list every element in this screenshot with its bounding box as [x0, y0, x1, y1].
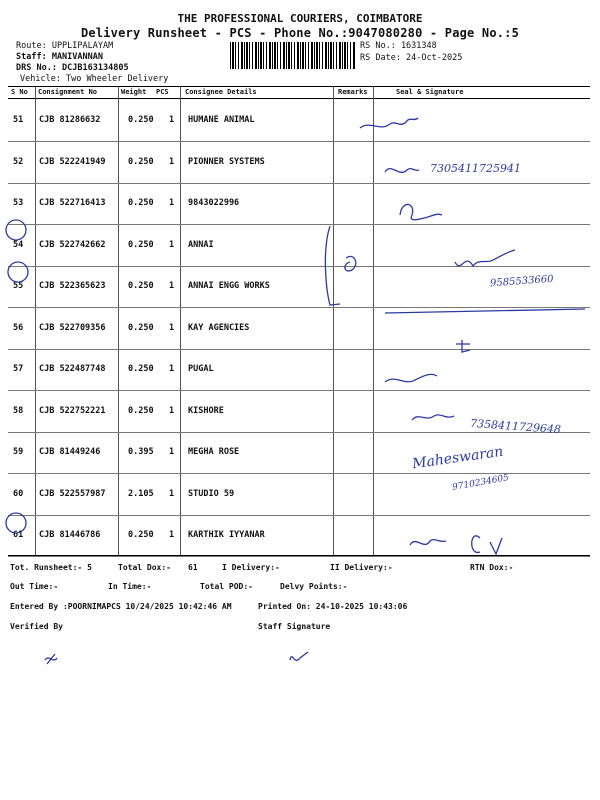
- cell-sno: 60: [13, 488, 24, 499]
- cell-weight: 0.250: [128, 364, 154, 374]
- cell-weight: 0.250: [128, 115, 154, 125]
- cell-sno: 57: [13, 364, 24, 374]
- i-delivery: I Delivery:-: [222, 563, 280, 572]
- cell-consignment: CJB 81449246: [39, 447, 101, 457]
- cell-pcs: 1: [169, 281, 175, 291]
- cell-pcs: 1: [169, 405, 175, 416]
- staff-signature-mark: [290, 652, 308, 660]
- cell-consignee: STUDIO 59: [188, 488, 235, 499]
- cell-sno: 56: [13, 322, 24, 333]
- cell-consignment: CJB 522487748: [39, 364, 106, 374]
- table-row: [8, 225, 590, 267]
- delvy-points: Delvy Points:-: [280, 582, 348, 591]
- table-header: [8, 87, 590, 99]
- cell-pcs: 1: [169, 156, 175, 167]
- entered-by: Entered By :POORNIMAPCS 10/24/2025 10:42:46 AM: [10, 602, 232, 611]
- cell-sno: 58: [13, 405, 24, 416]
- out-time: Out Time:-: [10, 582, 59, 591]
- rs-number: RS No.: 1631348: [360, 41, 437, 51]
- cell-consignment: CJB 522752221: [39, 405, 106, 416]
- vehicle-label: Vehicle: Two Wheeler Delivery: [20, 74, 169, 84]
- handwritten-phone-52: 7305411725941: [430, 162, 521, 175]
- staff-signature: Staff Signature: [258, 622, 331, 631]
- table-row: [8, 349, 590, 391]
- rs-date: RS Date: 24-Oct-2025: [360, 53, 463, 63]
- cell-consignment: CJB 522742662: [39, 239, 106, 250]
- cell-pcs: 1: [169, 322, 175, 333]
- cell-sno: 51: [13, 115, 24, 125]
- col-weight: Weight: [121, 88, 147, 96]
- cell-pcs: 1: [169, 239, 175, 250]
- company-title: THE PROFESSIONAL COURIERS, COIMBATORE: [177, 12, 423, 25]
- handwritten-phone-55: 9585533660: [489, 273, 554, 290]
- cell-consignee: ANNAI ENGG WORKS: [188, 281, 270, 291]
- cell-sno: 52: [13, 156, 24, 167]
- cell-consignee: KARTHIK IYYANAR: [188, 530, 265, 540]
- cell-consignment: CJB 522716413: [39, 198, 106, 208]
- col-seal: Seal & Signature: [396, 88, 464, 96]
- cell-consignee: MEGHA ROSE: [188, 447, 240, 457]
- cell-sno: 54: [13, 239, 24, 250]
- handwritten-name-59: Maheswaran: [411, 443, 505, 473]
- cell-sno: 59: [13, 447, 24, 457]
- cell-pcs: 1: [169, 364, 175, 374]
- rtn-dox: RTN Dox:-: [470, 563, 514, 572]
- cell-weight: 0.250: [128, 239, 154, 250]
- cell-sno: 55: [13, 281, 24, 291]
- cell-weight: 0.250: [128, 198, 154, 208]
- runsheet-table: [8, 86, 590, 556]
- col-pcs: PCS: [156, 88, 169, 96]
- cell-pcs: 1: [169, 115, 175, 125]
- total-dox-label: Total Dox:-: [118, 563, 171, 572]
- cell-consignment: CJB 522365623: [39, 281, 106, 291]
- verified-by: Verified By: [10, 622, 63, 631]
- cell-consignee: ANNAI: [188, 239, 214, 250]
- cell-consignment: CJB 81286632: [39, 115, 101, 125]
- cell-pcs: 1: [169, 198, 175, 208]
- cell-consignment: CJB 522557987: [39, 488, 106, 499]
- cell-consignment: CJB 522241949: [39, 156, 106, 167]
- total-dox-value: 61: [188, 563, 198, 572]
- cell-consignment: CJB 81446786: [39, 530, 101, 540]
- cell-weight: 2.105: [128, 488, 154, 499]
- cell-pcs: 1: [169, 488, 175, 499]
- table-row: [8, 308, 590, 350]
- cell-consignee: HUMANE ANIMAL: [188, 115, 255, 125]
- tot-runsheet: Tot. Runsheet:- 5: [10, 563, 92, 572]
- printed-on: Printed On: 24-10-2025 10:43:06: [258, 602, 408, 611]
- col-consignee: Consignee Details: [185, 88, 257, 96]
- handwritten-phone-60: 9710234605: [451, 473, 510, 493]
- table-row: [8, 183, 590, 225]
- col-sno: S No: [11, 88, 28, 96]
- cell-pcs: 1: [169, 447, 175, 457]
- cell-sno: 61: [13, 530, 24, 540]
- cell-weight: 0.250: [128, 156, 154, 167]
- drs-number: DRS No.: DCJB163134805: [16, 63, 129, 73]
- verified-signature-mark: [45, 654, 57, 664]
- cell-weight: 0.250: [128, 322, 154, 333]
- runsheet-subtitle: Delivery Runsheet - PCS - Phone No.:9047080280 - Page No.:5: [80, 26, 520, 40]
- col-consignment: Consignment No: [38, 88, 98, 96]
- cell-weight: 0.250: [128, 405, 154, 416]
- cell-consignee: PUGAL: [188, 364, 214, 374]
- cell-sno: 53: [13, 198, 24, 208]
- cell-weight: 0.250: [128, 530, 154, 540]
- total-pod: Total POD:-: [200, 582, 253, 591]
- col-remarks: Remarks: [338, 88, 368, 96]
- cell-weight: 0.395: [128, 447, 154, 457]
- ii-delivery: II Delivery:-: [330, 563, 393, 572]
- staff-label: Staff: MANIVANNAN: [16, 52, 103, 62]
- route-label: Route: UPPLIPALAYAM: [16, 41, 114, 51]
- cell-consignee: PIONNER SYSTEMS: [188, 156, 265, 167]
- cell-consignment: CJB 522709356: [39, 322, 106, 333]
- cell-consignee: 9843022996: [188, 198, 240, 208]
- table-row: [8, 100, 590, 142]
- in-time: In Time:-: [108, 582, 152, 591]
- cell-consignee: KISHORE: [188, 405, 224, 416]
- cell-weight: 0.250: [128, 281, 154, 291]
- barcode: [230, 42, 356, 69]
- handwritten-phone-58: 7358411729648: [469, 416, 562, 437]
- table-row: [8, 515, 590, 557]
- cell-pcs: 1: [169, 530, 175, 540]
- cell-consignee: KAY AGENCIES: [188, 322, 250, 333]
